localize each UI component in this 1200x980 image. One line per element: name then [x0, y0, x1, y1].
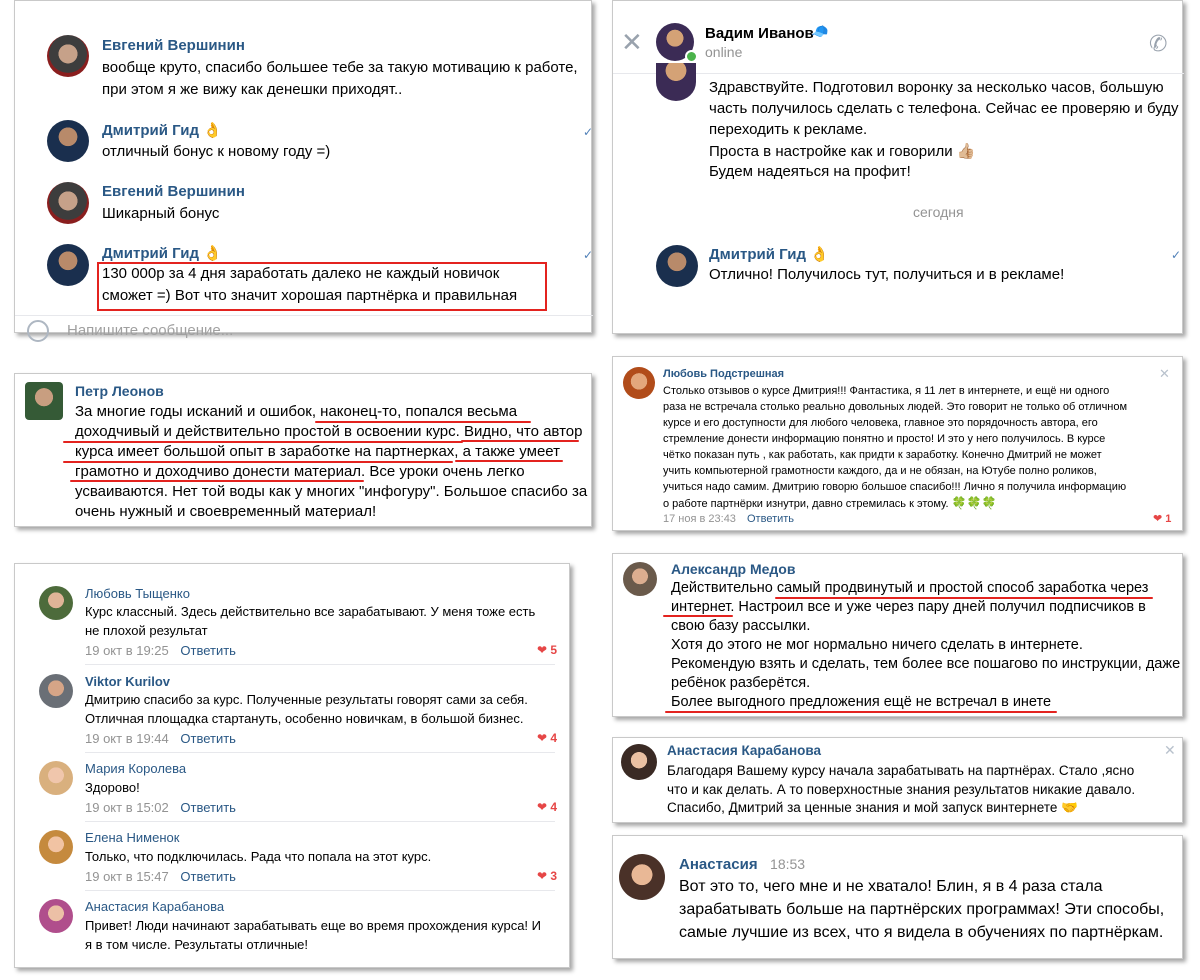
close-icon[interactable]: ✕ — [621, 27, 643, 57]
review-text: Действительно самый продвинутый и простой способ заработка через — [671, 580, 1149, 596]
comment-date[interactable]: 19 окт в 19:44 — [85, 731, 169, 746]
review-text: Благодаря Вашему курсу начала зарабатывать на партнёрах. Стало ,ясно — [667, 763, 1135, 778]
comment-meta — [85, 731, 236, 746]
heart-icon: ❤ — [537, 643, 548, 657]
review-text: усваиваются. Нет той воды как у многих "инфогуру". Большое спасибо за — [75, 483, 588, 500]
review-text: чётко показан путь , как работать, как придти к заработку. Конечно Дмитрий не может — [663, 449, 1102, 461]
review-line: о работе партнёрки изнутри, давно стремилась к этому. — [663, 498, 949, 510]
commenter-name[interactable]: Мария Королева — [85, 761, 187, 776]
review-text: За многие годы исканий и ошибок, наконец-то, попался весьма — [75, 403, 518, 420]
reply-link[interactable]: Ответить — [180, 731, 236, 746]
review-text: учить компьютерной грамотности каждого, да и не обязан, на Ютубе полно роликов, — [663, 465, 1097, 477]
divider — [85, 821, 555, 822]
like-count: 4 — [550, 731, 558, 745]
review-text: доходчивый и действительно простой в освоении курс. Видно, что автор — [75, 423, 583, 440]
underline — [70, 480, 364, 482]
heart-icon: ❤ — [537, 869, 548, 883]
reply-link[interactable]: Ответить — [747, 513, 795, 525]
sender-name[interactable]: Петр Леонов — [75, 383, 164, 399]
comments-panel — [14, 563, 570, 968]
avatar[interactable] — [619, 854, 665, 900]
avatar[interactable] — [39, 586, 73, 620]
avatar[interactable] — [47, 35, 89, 77]
message-text: переходить к рекламе. — [709, 121, 868, 138]
commenter-name[interactable]: Viktor Kurilov — [85, 674, 171, 689]
like-count: 4 — [550, 800, 558, 814]
divider — [85, 890, 555, 891]
heart-icon: ❤ — [537, 731, 548, 745]
review-text: Столько отзывов о курсе Дмитрия!!! Фантастика, я 11 лет в интернете, и ещё ни одного — [663, 385, 1110, 397]
message-text: Вот это то, чего мне и не хватало! Блин, я в 4 раза стала — [679, 878, 1103, 895]
chat-panel-vadim — [612, 0, 1183, 334]
message-text: сможет =) Вот что значит хорошая партнёрка и правильная — [102, 287, 518, 304]
comment-meta — [85, 643, 236, 658]
ok-hand-icon: 👌 — [203, 245, 222, 262]
close-icon[interactable]: ✕ — [1164, 742, 1176, 758]
sender-name[interactable] — [709, 245, 829, 263]
review-panel-petr — [14, 373, 592, 527]
clover-icon: 🍀🍀🍀 — [951, 496, 997, 510]
sender-name[interactable]: Евгений Вершинин — [102, 37, 245, 54]
avatar[interactable] — [47, 182, 89, 224]
sender-name-label: Дмитрий Гид — [709, 246, 806, 263]
comment-text: не плохой результат — [85, 623, 208, 638]
comment-date[interactable]: 19 окт в 19:25 — [85, 643, 169, 658]
underline — [455, 460, 563, 462]
comment-date[interactable]: 19 окт в 15:47 — [85, 869, 169, 884]
comment-meta — [85, 869, 236, 884]
like-button[interactable] — [537, 800, 557, 814]
sender-name[interactable]: Александр Медов — [671, 561, 796, 577]
avatar[interactable] — [47, 120, 89, 162]
ok-hand-icon: 👌 — [203, 122, 222, 139]
comment-text: Здорово! — [85, 780, 140, 795]
comment-text: Курс классный. Здесь действительно все зарабатывают. У меня тоже есть — [85, 604, 536, 619]
message-text: отличный бонус к новому году =) — [102, 143, 331, 160]
avatar[interactable] — [623, 367, 655, 399]
close-icon[interactable]: ✕ — [1159, 366, 1170, 381]
review-text: что и как делать. А то поверхностные знания результатов никакие давало. — [667, 782, 1136, 797]
like-count: 3 — [550, 869, 558, 883]
comment-meta — [85, 800, 236, 815]
avatar[interactable] — [656, 245, 698, 287]
avatar[interactable] — [39, 674, 73, 708]
review-text: интернет. Настроил все и уже через пару дней получил подписчиков в — [671, 599, 1146, 615]
underline — [461, 440, 579, 442]
check-icon: ✓ — [583, 125, 594, 139]
review-text: стремление донести информацию понятно и просто! И это у него получилось. В курсе — [663, 433, 1106, 445]
review-text: очень нужный и своевременный материал! — [75, 503, 377, 520]
review-panel-lyubov — [612, 356, 1183, 531]
check-icon: ✓ — [583, 248, 594, 262]
review-text: Хотя до этого не мог нормально ничего сделать в интернете. — [671, 637, 1083, 653]
phone-icon[interactable]: ✆ — [1149, 31, 1168, 56]
avatar[interactable] — [621, 744, 657, 780]
message-text: вообще круто, спасибо большее тебе за такую мотивацию к работе, — [102, 59, 578, 76]
avatar[interactable] — [25, 382, 63, 420]
sender-name[interactable] — [102, 244, 222, 262]
thumbs-up-icon: 👍🏼 — [956, 143, 976, 160]
reply-link[interactable]: Ответить — [180, 643, 236, 658]
chat-panel-anastasia — [612, 835, 1183, 959]
review-text: учиться надо самим. Дмитрию говорю большое спасибо!!! Лично я получила информацию — [663, 481, 1127, 493]
message-text: Будем надеяться на профит! — [709, 163, 911, 180]
underline — [63, 461, 453, 463]
commenter-name[interactable]: Анастасия Карабанова — [85, 899, 225, 914]
check-icon: ✓ — [1171, 248, 1182, 262]
sender-name[interactable]: Любовь Подстрешная — [663, 368, 785, 380]
sender-name — [679, 856, 805, 874]
divider — [85, 664, 555, 665]
message-text: зарабатывать больше на партнёрских программах! Эти способы, — [679, 901, 1165, 918]
reply-link[interactable]: Ответить — [180, 800, 236, 815]
chat-panel-dmitry — [14, 0, 594, 339]
review-text: грамотно и доходчиво донести материал. Все уроки очень легко — [75, 463, 525, 480]
underline — [663, 615, 733, 617]
plus-circle-icon[interactable] — [27, 320, 49, 342]
review-text: ребёнок разберётся. — [671, 675, 811, 691]
comment-meta — [663, 513, 794, 525]
underline — [775, 597, 1153, 599]
header-name[interactable]: Вадим Иванов — [705, 25, 814, 42]
review-text: свою базу рассылки. — [671, 618, 811, 634]
message-input-bar[interactable] — [15, 315, 593, 339]
comment-text: Только, что подключилась. Рада что попала на этот курс. — [85, 849, 432, 864]
message-text: самые лучшие из всех, что я видела в обучениях по партнёркам. — [679, 924, 1164, 941]
message-text: Здравствуйте. Подготовил воронку за несколько часов, большую — [709, 79, 1164, 96]
message-line: Проста в настройке как и говорили — [709, 143, 953, 160]
comment-date[interactable]: 19 окт в 15:02 — [85, 800, 169, 815]
underline — [665, 711, 1057, 713]
date-separator: сегодня — [913, 204, 964, 220]
message-text: Шикарный бонус — [102, 205, 220, 222]
comment-text: Привет! Люди начинают зарабатывать еще во время прохождения курса! И — [85, 918, 541, 933]
comment-text: Дмитрию спасибо за курс. Полученные результаты говорят сами за себя. — [85, 692, 528, 707]
avatar[interactable] — [39, 761, 73, 795]
avatar[interactable] — [39, 830, 73, 864]
like-button[interactable] — [537, 731, 557, 745]
message-time: 18:53 — [770, 856, 806, 872]
avatar[interactable] — [656, 63, 696, 101]
underline — [63, 441, 463, 443]
sender-name-label[interactable]: Анастасия — [679, 856, 758, 873]
badge-icon: 🧢 — [811, 23, 829, 39]
heart-icon: ❤ — [1153, 513, 1163, 525]
message-text: часть получилось сделать с телефона. Сейчас ее проверяю и буду — [709, 100, 1179, 117]
like-count: 1 — [1165, 513, 1172, 525]
heart-icon: ❤ — [537, 800, 548, 814]
comment-date[interactable]: 17 ноя в 23:43 — [663, 513, 736, 525]
commenter-name[interactable]: Любовь Тыщенко — [85, 586, 190, 601]
review-text: Рекомендую взять и сделать, тем более все пошагово по инструкции, даже — [671, 656, 1181, 672]
avatar[interactable] — [47, 244, 89, 286]
online-dot — [685, 50, 698, 63]
header-status: online — [705, 44, 743, 60]
sender-name-label: Дмитрий Гид — [102, 245, 199, 262]
review-text: раза не встречала столько реально довольных людей. Это говорит не только об отличном — [663, 401, 1128, 413]
handshake-icon: 🤝 — [1061, 800, 1078, 815]
message-text — [709, 142, 975, 160]
sender-name-label: Дмитрий Гид — [102, 122, 199, 139]
reply-link[interactable]: Ответить — [180, 869, 236, 884]
sender-name[interactable]: Евгений Вершинин — [102, 183, 245, 200]
like-button[interactable] — [537, 869, 557, 883]
review-panel-anastasia-k — [612, 737, 1183, 823]
like-button[interactable] — [537, 643, 557, 657]
divider — [85, 752, 555, 753]
review-text: курсе и его доступности для любого человека, главное это порядочность автора, его — [663, 417, 1098, 429]
like-count: 5 — [550, 643, 558, 657]
message-text: при этом я же вижу как денешки приходят.. — [102, 81, 403, 98]
review-text — [663, 496, 996, 510]
comment-text: я в том числе. Результаты отличные! — [85, 937, 309, 952]
like-button[interactable] — [1153, 512, 1171, 525]
avatar[interactable] — [623, 562, 657, 596]
comment-text: Отличная площадка стартануть, особенно новичкам, в большой бизнес. — [85, 711, 524, 726]
sender-name[interactable]: Анастасия Карабанова — [667, 743, 822, 758]
review-text: курса имеет большой опыт в заработке на партнерках, а также умеет — [75, 443, 561, 460]
review-text — [667, 800, 1078, 816]
sender-name[interactable] — [102, 121, 222, 139]
underline — [315, 421, 531, 423]
review-line: Спасибо, Дмитрий за ценные знания и мой запуск винтернете — [667, 800, 1058, 815]
review-text: Более выгодного предложения ещё не встречал в инете — [671, 694, 1052, 710]
review-panel-aleksandr — [612, 553, 1183, 717]
commenter-name[interactable]: Елена Нименок — [85, 830, 180, 845]
ok-hand-icon: 👌 — [810, 246, 829, 263]
avatar[interactable] — [39, 899, 73, 933]
header-divider — [613, 73, 1184, 74]
message-text: Отлично! Получилось тут, получиться и в рекламе! — [709, 266, 1065, 283]
message-text: 130 000р за 4 дня заработать далеко не каждый новичок — [102, 265, 500, 282]
message-input[interactable]: Напишите сообщение... — [67, 322, 234, 339]
